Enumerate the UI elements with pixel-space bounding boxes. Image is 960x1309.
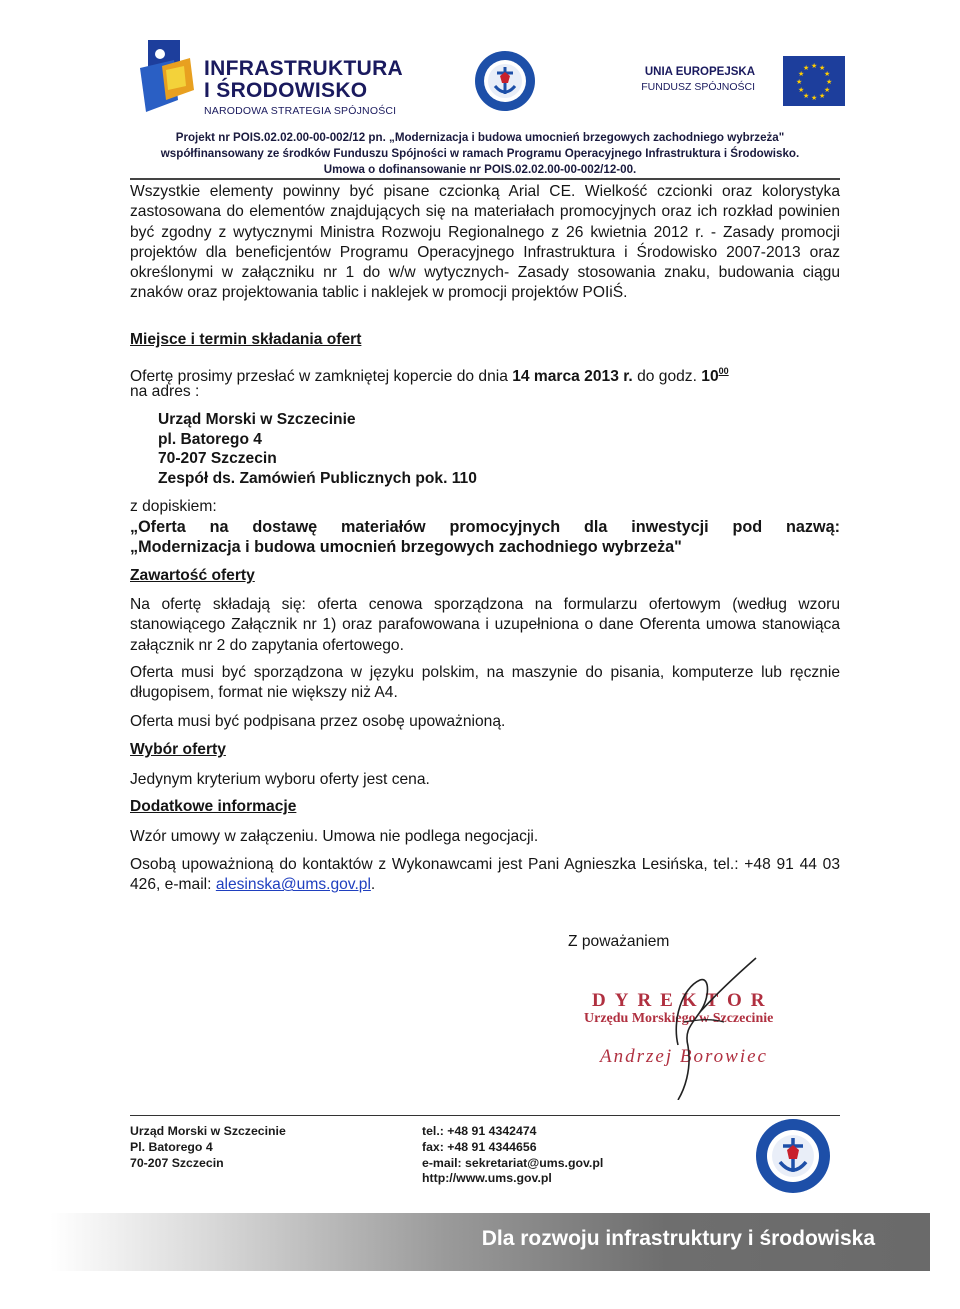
infrastruktura-srodowisko-logo <box>140 40 404 117</box>
address-intro: na adres : <box>130 383 200 400</box>
additional-info-paragraph-1: Wzór umowy w załączeniu. Umowa nie podlega negocjacji. <box>130 828 539 845</box>
annotation-line-2: „Modernizacja i budowa umocnień brzegowych zachodniego wybrzeża" <box>130 538 682 556</box>
annotation-line-1: „Oferta na dostawę materiałów promocyjnych dla inwestycji pod nazwą: <box>130 518 840 536</box>
svg-text:★: ★ <box>824 86 831 94</box>
stamp-name: Andrzej Borowiec <box>600 1046 768 1067</box>
stamp-office: Urzędu Morskiego w Szczecinie <box>584 1011 774 1026</box>
footer-divider <box>130 1115 840 1116</box>
closing-regards: Z poważaniem <box>568 933 670 950</box>
address-line: Zespół ds. Zamówień Publicznych pok. 110 <box>158 470 477 487</box>
footer-website[interactable]: http://www.ums.gov.pl <box>422 1171 552 1186</box>
footer-email[interactable]: e-mail: sekretariat@ums.gov.pl <box>422 1155 604 1170</box>
section-heading-offer-contents: Zawartość oferty <box>130 567 255 584</box>
eu-title: UNIA EUROPEJSKA <box>644 66 755 78</box>
svg-text:★: ★ <box>798 70 805 78</box>
address-line: 70-207 Szczecin <box>158 450 277 467</box>
footer-address-line: Pl. Batorego 4 <box>130 1139 213 1154</box>
header-divider <box>130 178 840 180</box>
svg-text:★: ★ <box>798 86 805 94</box>
svg-text:★: ★ <box>811 62 818 70</box>
handwritten-signature-icon <box>560 950 820 1100</box>
deadline-minutes: 00 <box>718 366 729 376</box>
section-heading-additional-info: Dodatkowe informacje <box>130 798 297 815</box>
address-line: Urząd Morski w Szczecinie <box>158 411 356 428</box>
stamp-title: DYREKTOR <box>592 990 774 1011</box>
offer-contents-paragraph-3: Oferta musi być podpisana przez osobę upoważnioną. <box>130 713 506 730</box>
intro-paragraph: Wszystkie elementy powinny być pisane czcionką Arial CE. Wielkość czcionki oraz kolorystyka zastosowana do elementów znajdujących się na materiałach promocyjnych oraz ich rozkład powinien być zgodny z wytycznymi Ministra Rozwoju Regionalnego z 26 kwietnia 2012 r. - Zasady promocji projektów dla beneficjentów Programu Operacyjnego Infrastruktura i Środowisko 2007-2013 oraz określonymi w załączniku nr 1 do w/w wytycznych- Zasady stosowania znaku, budowania ciągu znaków oraz projektowania tablic i naklejek w promocji projektów POIiŚ. <box>130 183 840 302</box>
footer-fax: fax: +48 91 4344656 <box>422 1139 537 1154</box>
project-line-1: Projekt nr POIS.02.02.00-00-002/12 pn. „Modernizacja i budowa umocnień brzegowych zachodniego wybrzeża" <box>175 131 785 144</box>
maritime-office-seal-icon <box>474 50 536 112</box>
deadline-hour: 10 <box>701 368 719 385</box>
submission-deadline-sentence: Ofertę prosimy przesłać w zamkniętej kopercie do dnia 14 marca 2013 r. do godz. $10^{00}$ <box>130 366 729 385</box>
offer-contents-paragraph-2: Oferta musi być sporządzona w języku polskim, na maszynie do pisania, komputerze lub ręcznie długopisem, format nie większy niż A4. <box>130 664 840 702</box>
project-line-2: współfinansowany ze środków Funduszu Spójności w ramach Programu Operacyjnego Infrastruktura i Środowisko. <box>160 147 800 160</box>
logo-subtitle: NARODOWA STRATEGIA SPÓJNOŚCI <box>204 105 397 117</box>
section-heading-place-and-time: Miejsce i termin składania ofert <box>130 331 362 348</box>
svg-text:★: ★ <box>824 70 831 78</box>
section-heading-offer-choice: Wybór oferty <box>130 741 226 758</box>
eu-subtitle: FUNDUSZ SPÓJNOŚCI <box>641 81 755 93</box>
footer-address-line: 70-207 Szczecin <box>130 1155 224 1170</box>
slogan-text: Dla rozwoju infrastruktury i środowiska <box>481 1227 875 1250</box>
flag-emblem-icon <box>140 40 198 112</box>
project-line-3: Umowa o dofinansowanie nr POIS.02.02.00-00-002/12-00. <box>323 163 637 176</box>
logo-title-line-2: I ŚRODOWISKO <box>204 79 368 102</box>
footer-phone: tel.: +48 91 4342474 <box>422 1124 537 1138</box>
logo-title-line-1: INFRASTRUKTURA <box>204 57 404 80</box>
deadline-date: 14 marca 2013 r. <box>512 368 633 385</box>
contact-email-link[interactable]: alesinska@ums.gov.pl <box>215 876 371 894</box>
maritime-office-seal-icon <box>755 1118 831 1194</box>
slogan-band <box>50 1213 930 1271</box>
svg-text:★: ★ <box>796 78 803 86</box>
svg-text:★: ★ <box>819 92 826 100</box>
offer-choice-paragraph: Jedynym kryterium wyboru oferty jest cena. <box>130 771 430 788</box>
footer-contact <box>422 1124 603 1187</box>
svg-text:★: ★ <box>803 92 810 100</box>
svg-text:★: ★ <box>826 78 833 86</box>
additional-info-paragraph-2: Osobą upoważnioną do kontaktów z Wykonawcami jest Pani Agnieszka Lesińska, tel.: +48 91 44 03 426, e-mail: alesinska@ums.gov.pl. <box>130 856 840 894</box>
svg-text:★: ★ <box>811 94 818 102</box>
offer-contents-paragraph-1: Na ofertę składają się: oferta cenowa sporządzona na formularzu ofertowym (według wzoru stanowiącego Załącznik nr 1) oraz parafowowana i uzupełniona o dane Oferenta umowa stanowiąca załącznik nr 2 do zapytania ofertowego. <box>130 596 840 654</box>
director-stamp <box>560 950 820 1100</box>
svg-text:★: ★ <box>803 64 810 72</box>
footer-address-line: Urząd Morski w Szczecinie <box>130 1124 286 1138</box>
eu-flag-icon <box>783 56 845 106</box>
eu-cohesion-fund-logo <box>641 56 845 108</box>
address-line: pl. Batorego 4 <box>158 431 262 448</box>
annotation-intro: z dopiskiem: <box>130 498 217 515</box>
footer-address <box>130 1124 286 1171</box>
svg-text:★: ★ <box>819 64 826 72</box>
